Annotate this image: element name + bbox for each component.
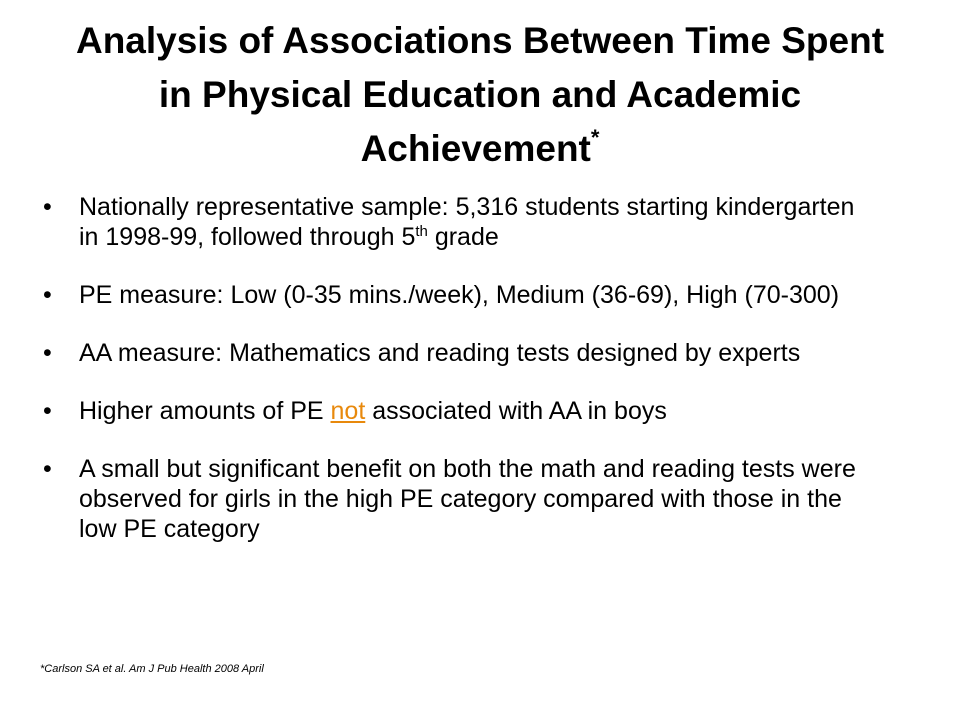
bullet-boys-text: Higher amounts of PE [79,397,331,425]
bullet-sample [43,192,873,252]
bullet-dot: • [43,193,52,221]
title-line-3: Achievement [360,128,591,169]
slide-title [0,14,960,176]
bullet-aa-measure-text: AA measure: Mathematics and reading tests designed by experts [79,339,801,367]
ordinal-suffix: th [415,223,428,240]
bullet-boys-result [43,396,873,426]
bullet-sample-text-end: grade [427,223,499,251]
bullet-pe-measure-text: PE measure: Low (0-35 mins./week), Medium (36-69), High (70-300) [79,281,840,309]
title-footnote-marker: * [590,125,600,150]
title-line-2: in Physical Education and Academic [158,74,802,115]
bullet-boys-text-end: associated with AA in boys [365,397,667,425]
bullet-girls-result [43,454,873,544]
bullet-dot: • [43,339,52,367]
bullet-girls-text: A small but significant benefit on both the math and reading tests were observed for girls in the high PE category compared with those in the low PE category [79,455,856,543]
bullet-sample-text: Nationally representative sample: 5,316 students starting kindergarten in 1998-99, followed through 5 [79,193,855,251]
bullet-dot: • [43,397,52,425]
citation-footnote: *Carlson SA et al. Am J Pub Health 2008 April [40,663,264,675]
bullet-pe-measure [43,280,873,310]
bullet-aa-measure [43,338,873,368]
bullet-dot: • [43,281,52,309]
bullet-dot: • [43,455,52,483]
emphasis-not: not [330,397,366,425]
bullet-list [43,192,873,572]
title-line-1: Analysis of Associations Between Time Spent [75,20,885,61]
